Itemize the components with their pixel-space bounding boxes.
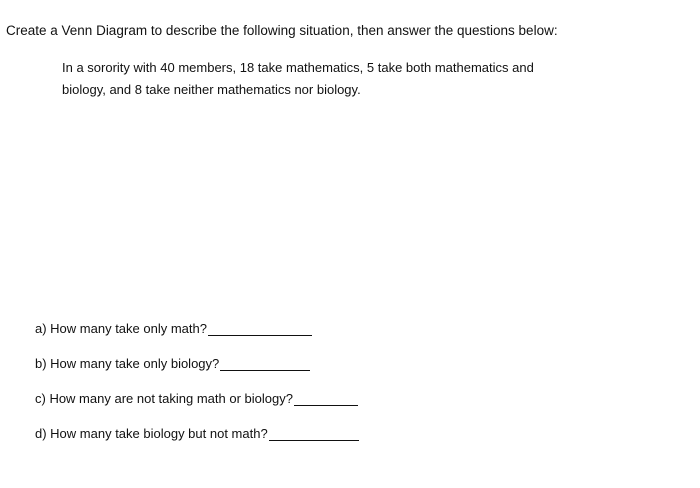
question-d-label: d) How many take biology but not math? [35,426,268,441]
question-b [35,353,359,371]
question-list [35,318,359,458]
question-a [35,318,359,336]
answer-blank-d[interactable] [269,426,359,441]
instruction-text: Create a Venn Diagram to describe the following situation, then answer the questions below: [6,23,558,38]
question-a-label: a) How many take only math? [35,321,207,336]
problem-line-2: biology, and 8 take neither mathematics nor biology. [62,82,361,97]
question-b-label: b) How many take only biology? [35,356,220,371]
answer-blank-c[interactable] [294,391,358,406]
problem-statement [62,57,582,101]
answer-blank-b[interactable] [220,356,310,371]
question-c [35,388,359,406]
problem-line-1: In a sorority with 40 members, 18 take mathematics, 5 take both mathematics and [62,60,534,75]
answer-blank-a[interactable] [208,321,312,336]
question-d [35,423,359,441]
question-c-label: c) How many are not taking math or biology? [35,391,293,406]
